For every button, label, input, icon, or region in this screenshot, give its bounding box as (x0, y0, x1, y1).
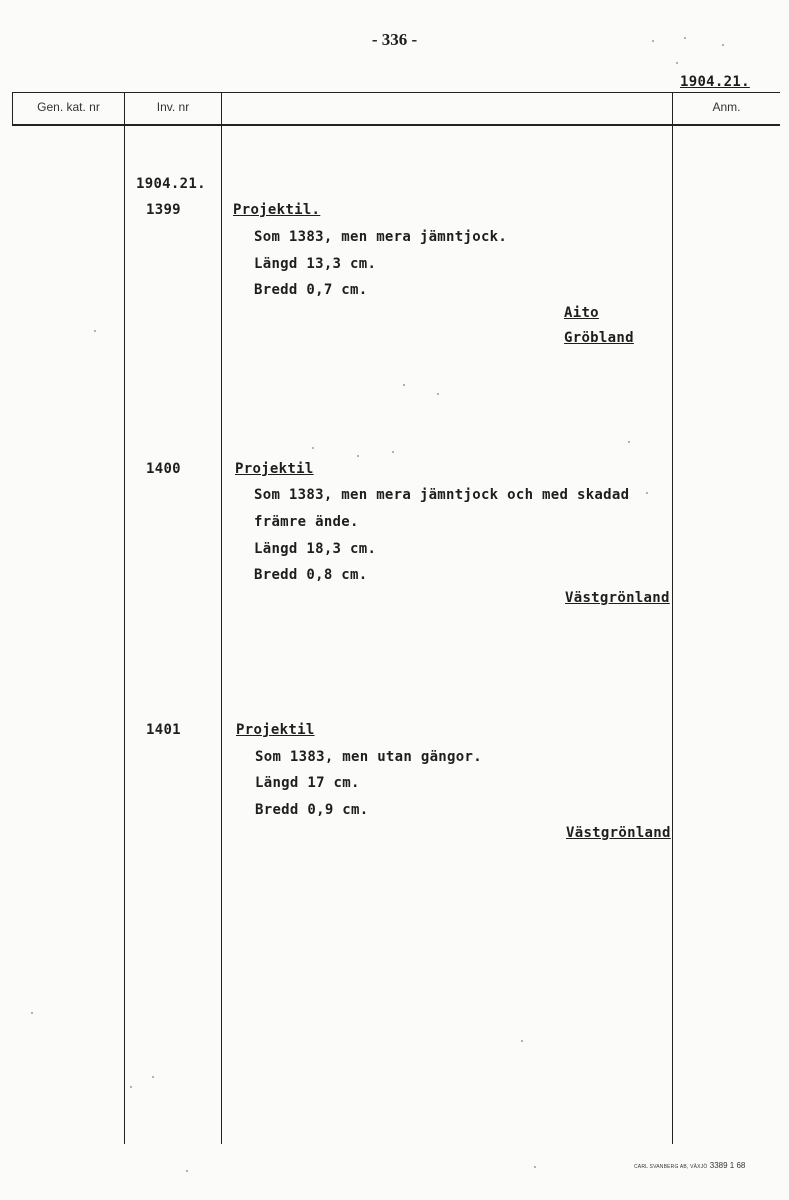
column-header-inv-nr: Inv. nr (156, 100, 190, 114)
entry-title: Projektil. (233, 202, 321, 218)
entry-length: Längd 13,3 cm. (254, 256, 377, 272)
entry-width: Bredd 0,7 cm. (254, 282, 368, 298)
header-bottom-rule (12, 124, 780, 126)
entry-description: Som 1383, men mera jämntjock. (254, 229, 508, 245)
form-code: 3389 1 68 (709, 1161, 746, 1170)
entry-width: Bredd 0,8 cm. (254, 567, 368, 583)
entry-locality: Aito (564, 305, 599, 321)
printer-imprint (634, 1161, 745, 1170)
page-number: - 336 - (371, 30, 418, 49)
entry-locality: Västgrönland (566, 825, 671, 841)
entry-description-continued: främre ände. (254, 514, 359, 530)
group-heading: 1904.21. (136, 176, 206, 192)
inventory-number: 1400 (146, 461, 181, 477)
printer-name: CARL SVANBERG AB, VÄXJÖ (634, 1164, 708, 1170)
inventory-number: 1401 (146, 722, 181, 738)
entry-locality: Västgrönland (565, 590, 670, 606)
entry-length: Längd 17 cm. (255, 775, 360, 791)
entry-locality-region: Gröbland (564, 330, 634, 346)
inventory-number: 1399 (146, 202, 181, 218)
column-divider-3 (672, 92, 673, 1144)
entry-title: Projektil (235, 461, 314, 477)
column-divider-2 (221, 92, 222, 1144)
catalog-reference: 1904.21. (680, 74, 750, 90)
entry-title: Projektil (236, 722, 315, 738)
column-divider-1 (124, 92, 125, 1144)
entry-description: Som 1383, men mera jämntjock och med skadad (254, 487, 630, 503)
header-top-rule (12, 92, 780, 93)
column-header-gen-kat-nr: Gen. kat. nr (37, 100, 100, 114)
entry-width: Bredd 0,9 cm. (255, 802, 369, 818)
entry-description: Som 1383, men utan gängor. (255, 749, 482, 765)
entry-length: Längd 18,3 cm. (254, 541, 377, 557)
column-header-anm: Anm. (712, 100, 741, 114)
